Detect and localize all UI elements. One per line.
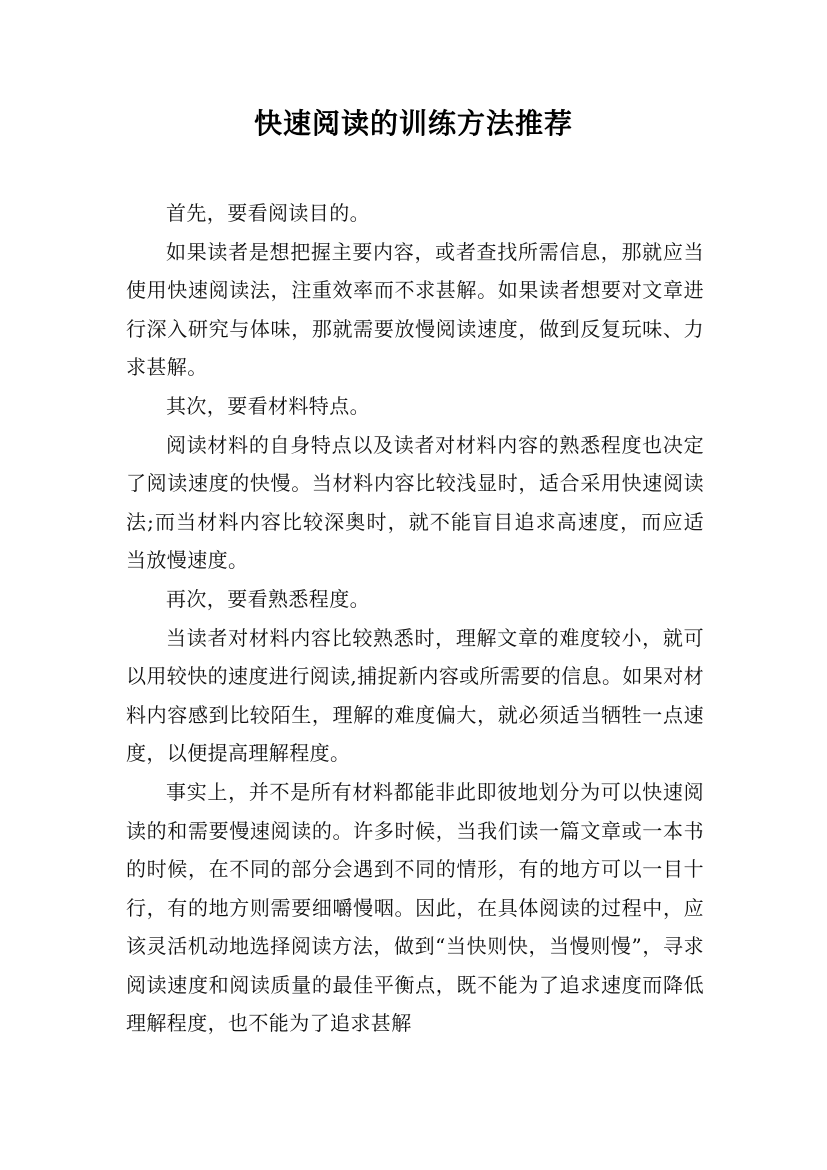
document-body xyxy=(126,194,704,1043)
paragraph-1: 首先，要看阅读目的。 xyxy=(166,201,370,225)
paragraph-7: 事实上，并不是所有材料都能非此即彼地划分为可以快速阅读的和需要慢速阅读的。许多时候，当我们读一篇文章或一本书的时候，在不同的部分会遇到不同的情形，有的地方可以一目十行，有的地方则需要细嚼慢咽。因此，在具体阅读的过程中，应该灵活机动地选择阅读方法，做到“当快则快，当慢则慢”，寻求阅读速度和阅读质量的最佳平衡点，既不能为了追求速度而降低理解程度，也不能为了追求甚解 xyxy=(126,779,704,1036)
paragraph-2: 如果读者是想把握主要内容，或者查找所需信息，那就应当使用快速阅读法，注重效率而不求甚解。如果读者想要对文章进行深入研究与体味，那就需要放慢阅读速度，做到反复玩味、力求甚解。 xyxy=(126,239,704,380)
document-title: 快速阅读的训练方法推荐 xyxy=(253,107,573,140)
paragraph-6: 当读者对材料内容比较熟悉时，理解文章的难度较小，就可以用较快的速度进行阅读,捕捉新内容或所需要的信息。如果对材料内容感到比较陌生，理解的难度偏大，就必须适当牺牲一点速度，以便提高理解程度。 xyxy=(126,625,704,766)
paragraph-4: 阅读材料的自身特点以及读者对材料内容的熟悉程度也决定了阅读速度的快慢。当材料内容比较浅显时，适合采用快速阅读法;而当材料内容比较深奥时，就不能盲目追求高速度，而应适当放慢速度。 xyxy=(126,432,704,573)
paragraph-3: 其次，要看材料特点。 xyxy=(166,393,370,418)
paragraph-5: 再次，要看熟悉程度。 xyxy=(166,586,370,611)
